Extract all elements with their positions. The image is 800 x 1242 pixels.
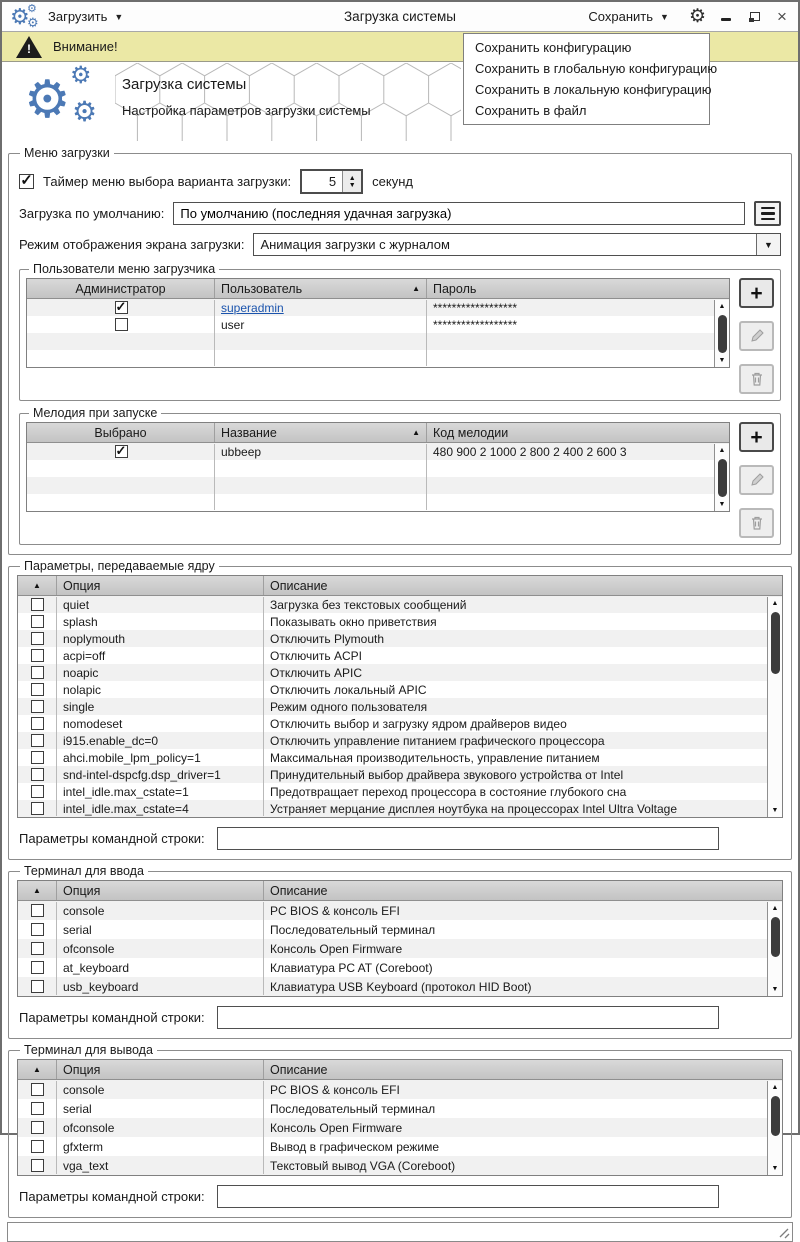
row-checkbox[interactable] xyxy=(31,615,44,628)
description-cell: Предотвращает переход процессора в состояние глубокого сна xyxy=(270,784,627,799)
option-cell: nolapic xyxy=(63,682,102,697)
table-row[interactable] xyxy=(27,316,729,333)
row-checkbox[interactable] xyxy=(31,717,44,730)
column-header[interactable]: Код мелодии xyxy=(433,425,509,440)
row-checkbox[interactable] xyxy=(31,785,44,798)
app-gears-logo-icon: ⚙ ⚙ ⚙ xyxy=(24,62,98,129)
resize-grip-icon[interactable] xyxy=(777,1226,790,1239)
row-checkbox[interactable] xyxy=(31,632,44,645)
boot-menu-section xyxy=(8,146,792,555)
table-header xyxy=(18,1060,782,1080)
table-row[interactable] xyxy=(18,647,782,664)
vertical-scrollbar[interactable] xyxy=(767,1081,782,1175)
checkbox-cell xyxy=(18,664,57,681)
row-checkbox[interactable] xyxy=(31,683,44,696)
option-cell: at_keyboard xyxy=(63,960,130,975)
sort-arrow-icon: ▲ xyxy=(33,886,41,895)
option-cell: serial xyxy=(63,1101,92,1116)
table-row[interactable] xyxy=(27,443,729,460)
input-terminal-section xyxy=(8,864,792,1039)
description-cell: Отключить Plymouth xyxy=(270,631,385,646)
app-gears-logo-icon: ⚙ ⚙ ⚙ xyxy=(10,2,39,30)
table-row[interactable] xyxy=(18,1080,782,1099)
checkbox-cell xyxy=(18,958,57,977)
scroll-down-button[interactable]: ▼ xyxy=(771,1165,779,1172)
row-checkbox[interactable] xyxy=(31,802,44,815)
scroll-down-button[interactable]: ▼ xyxy=(718,357,726,364)
table-header xyxy=(27,423,729,443)
option-cell: nomodeset xyxy=(63,716,123,731)
column-header[interactable]: Описание xyxy=(270,578,328,593)
edit-melody-button[interactable] xyxy=(739,465,774,495)
input-terminal-table xyxy=(17,880,783,997)
scrollbar-thumb[interactable] xyxy=(718,315,727,353)
row-checkbox[interactable] xyxy=(115,318,128,331)
table-row[interactable] xyxy=(18,783,782,800)
scroll-up-button[interactable]: ▲ xyxy=(771,905,779,912)
description-cell: Отключить управление питанием графического процессора xyxy=(270,733,605,748)
row-checkbox[interactable] xyxy=(31,666,44,679)
table-row[interactable] xyxy=(18,939,782,958)
checkbox-cell xyxy=(18,647,57,664)
kernel-cmdline-input[interactable] xyxy=(217,827,719,850)
delete-user-button[interactable] xyxy=(739,364,774,394)
checkbox-cell xyxy=(18,1118,57,1137)
checkbox-cell xyxy=(18,939,57,958)
checkbox-cell xyxy=(18,766,57,783)
kernel-params-legend: Параметры, передаваемые ядру xyxy=(24,559,215,573)
column-header[interactable]: Пользователь ▲ xyxy=(215,279,427,298)
table-header xyxy=(18,881,782,901)
maximize-button[interactable] xyxy=(746,9,762,25)
table-row[interactable] xyxy=(18,613,782,630)
column-header[interactable]: Опция xyxy=(57,1060,264,1079)
table-row[interactable] xyxy=(18,1118,782,1137)
table-row[interactable] xyxy=(18,766,782,783)
load-menu-label: Загрузить xyxy=(48,9,108,24)
table-row[interactable] xyxy=(18,958,782,977)
menu-item-save-local[interactable]: Сохранить в локальную конфигурацию xyxy=(475,82,712,97)
users-legend: Пользователи меню загрузчика xyxy=(33,262,216,276)
row-checkbox[interactable] xyxy=(31,751,44,764)
value-cell: ****************** xyxy=(433,300,518,315)
scroll-down-button[interactable]: ▼ xyxy=(718,501,726,508)
table-header xyxy=(18,576,782,596)
input-cmdline-label: Параметры командной строки: xyxy=(19,1010,205,1025)
checkbox-cell xyxy=(18,1099,57,1118)
checkbox-cell xyxy=(18,783,57,800)
scroll-up-button[interactable]: ▲ xyxy=(718,303,726,310)
row-checkbox[interactable] xyxy=(31,923,44,936)
scrollbar-thumb[interactable] xyxy=(771,612,780,674)
table-body xyxy=(27,299,729,367)
chevron-down-icon: ▼ xyxy=(764,239,773,250)
row-checkbox[interactable] xyxy=(31,1102,44,1115)
save-menu xyxy=(463,33,718,125)
scrollbar-thumb[interactable] xyxy=(771,1096,780,1136)
option-cell: console xyxy=(63,903,105,918)
description-cell: Максимальная производительность, управление питанием xyxy=(270,750,600,765)
table-row[interactable] xyxy=(18,977,782,996)
output-cmdline-label: Параметры командной строки: xyxy=(19,1189,205,1204)
table-row[interactable] xyxy=(18,1156,782,1175)
melody-section xyxy=(19,406,781,545)
column-header[interactable]: Пароль xyxy=(433,281,477,296)
option-cell: gfxterm xyxy=(63,1139,104,1154)
scrollbar-thumb[interactable] xyxy=(771,917,780,957)
description-cell: Принудительный выбор драйвера звукового устройства от Intel xyxy=(270,767,624,782)
timer-unit: секунд xyxy=(372,174,413,189)
row-checkbox[interactable] xyxy=(31,961,44,974)
description-cell: PC BIOS & консоль EFI xyxy=(270,1082,400,1097)
description-cell: Последовательный терминал xyxy=(270,922,436,937)
column-header[interactable]: Описание xyxy=(270,1062,328,1077)
scrollbar-thumb[interactable] xyxy=(718,459,727,497)
sort-column-header[interactable] xyxy=(18,881,57,900)
scroll-up-button[interactable]: ▲ xyxy=(718,447,726,454)
melody-legend: Мелодия при запуске xyxy=(33,406,158,420)
edit-user-button[interactable] xyxy=(739,321,774,351)
delete-melody-button[interactable] xyxy=(739,508,774,538)
checkbox-cell xyxy=(18,698,57,715)
sort-arrow-icon: ▲ xyxy=(412,284,420,293)
description-cell: Клавиатура PC AT (Coreboot) xyxy=(270,960,433,975)
toolbar xyxy=(2,2,798,32)
minimize-icon xyxy=(721,18,731,21)
option-cell: noapic xyxy=(63,665,99,680)
sort-arrow-icon: ▲ xyxy=(33,581,41,590)
name-cell xyxy=(215,299,427,316)
output-terminal-legend: Терминал для вывода xyxy=(24,1043,153,1057)
input-terminal-legend: Терминал для ввода xyxy=(24,864,144,878)
default-boot-label: Загрузка по умолчанию: xyxy=(19,206,165,221)
option-cell: acpi=off xyxy=(63,648,106,663)
checkbox-cell xyxy=(18,732,57,749)
table-row[interactable] xyxy=(18,901,782,920)
table-row[interactable] xyxy=(18,800,782,817)
row-checkbox[interactable] xyxy=(31,734,44,747)
entry-list-button[interactable] xyxy=(754,201,781,226)
description-cell: Клавиатура USB Keyboard (протокол HID Boot) xyxy=(270,979,532,994)
save-menu-button[interactable] xyxy=(580,6,677,27)
option-cell: snd-intel-dspcfg.dsp_driver=1 xyxy=(63,767,221,782)
table-body xyxy=(27,443,729,511)
table-body xyxy=(18,901,782,996)
kernel-params-table xyxy=(17,575,783,818)
load-menu-button[interactable] xyxy=(40,6,131,27)
description-cell: Последовательный терминал xyxy=(270,1101,436,1116)
timer-checkbox[interactable]: ✓ xyxy=(20,171,33,189)
plus-icon: + xyxy=(750,425,763,449)
output-terminal-section xyxy=(8,1043,792,1218)
row-checkbox[interactable] xyxy=(31,1083,44,1096)
table-row[interactable] xyxy=(18,1099,782,1118)
kernel-params-section xyxy=(8,559,792,860)
description-cell: Консоль Open Firmware xyxy=(270,1120,403,1135)
hamburger-icon xyxy=(761,207,775,221)
column-header[interactable]: Опция xyxy=(57,576,264,595)
menu-item-save-config[interactable]: Сохранить конфигурацию xyxy=(475,40,632,55)
column-header[interactable]: Выбрано xyxy=(27,423,215,442)
value-cell: 480 900 2 1000 2 800 2 400 2 600 3 xyxy=(433,444,627,459)
column-header[interactable]: Название ▲ xyxy=(215,423,427,442)
close-button[interactable]: × xyxy=(777,6,787,26)
checkbox-cell xyxy=(18,800,57,817)
combo-arrow-button[interactable] xyxy=(756,234,780,255)
checkbox-cell xyxy=(27,316,215,333)
column-header[interactable]: Опция xyxy=(57,881,264,900)
display-mode-select[interactable] xyxy=(253,233,781,256)
description-cell: PC BIOS & консоль EFI xyxy=(270,903,400,918)
row-checkbox[interactable] xyxy=(31,700,44,713)
description-cell: Отключить ACPI xyxy=(270,648,362,663)
description-cell: Вывод в графическом режиме xyxy=(270,1139,440,1154)
column-header[interactable]: Администратор xyxy=(27,279,215,298)
menu-item-save-file[interactable]: Сохранить в файл xyxy=(475,103,587,118)
sort-arrow-icon: ▲ xyxy=(412,428,420,437)
vertical-scrollbar[interactable] xyxy=(767,597,782,817)
name-cell: ubbeep xyxy=(221,444,262,459)
option-cell: vga_text xyxy=(63,1158,109,1173)
checkbox-cell xyxy=(18,1137,57,1156)
add-melody-button[interactable] xyxy=(739,422,774,452)
checkbox-cell xyxy=(18,681,57,698)
checkbox-cell xyxy=(18,749,57,766)
checkbox-cell xyxy=(18,596,57,613)
sort-column-header[interactable] xyxy=(18,576,57,595)
row-checkbox[interactable] xyxy=(31,598,44,611)
description-cell: Режим одного пользователя xyxy=(270,699,428,714)
row-checkbox[interactable] xyxy=(31,649,44,662)
description-cell: Показывать окно приветствия xyxy=(270,614,437,629)
user-link[interactable]: superadmin xyxy=(221,300,284,315)
add-user-button[interactable] xyxy=(739,278,774,308)
trash-icon xyxy=(749,371,765,387)
melody-table xyxy=(26,422,730,512)
table-row[interactable] xyxy=(18,920,782,939)
page-subtitle: Настройка параметров загрузки системы xyxy=(122,103,371,118)
option-cell: quiet xyxy=(63,597,90,612)
default-boot-input[interactable] xyxy=(173,202,745,225)
option-cell: intel_idle.max_cstate=4 xyxy=(63,801,189,816)
users-table xyxy=(26,278,730,368)
option-cell: i915.enable_dc=0 xyxy=(63,733,159,748)
description-cell: Отключить локальный APIC xyxy=(270,682,427,697)
checkbox-cell xyxy=(18,715,57,732)
settings-gear-icon[interactable]: ⚙ xyxy=(688,6,706,27)
table-header xyxy=(27,279,729,299)
description-cell: Отключить выбор и загрузку ядром драйверов видео xyxy=(270,716,567,731)
checkbox-cell xyxy=(18,630,57,647)
table-row[interactable] xyxy=(18,596,782,613)
description-cell: Консоль Open Firmware xyxy=(270,941,403,956)
status-bar xyxy=(7,1222,793,1242)
option-cell: noplymouth xyxy=(63,631,126,646)
kernel-cmdline-label: Параметры командной строки: xyxy=(19,831,205,846)
option-cell: serial xyxy=(63,922,92,937)
timer-spinner[interactable] xyxy=(300,169,363,194)
table-row[interactable] xyxy=(18,698,782,715)
chevron-down-icon: ▼ xyxy=(660,11,669,22)
option-cell: usb_keyboard xyxy=(63,979,139,994)
row-checkbox[interactable] xyxy=(31,1159,44,1172)
checkbox-cell xyxy=(18,920,57,939)
option-cell: splash xyxy=(63,614,98,629)
table-row[interactable] xyxy=(18,664,782,681)
value-cell: ****************** xyxy=(433,317,518,332)
scroll-down-button[interactable]: ▼ xyxy=(771,807,779,814)
row-checkbox[interactable] xyxy=(31,904,44,917)
description-cell: Загрузка без текстовых сообщений xyxy=(270,597,467,612)
display-mode-label: Режим отображения экрана загрузки: xyxy=(19,237,245,252)
column-header[interactable]: Описание xyxy=(270,883,328,898)
boot-menu-legend: Меню загрузки xyxy=(24,146,110,160)
display-mode-value: Анимация загрузки с журналом xyxy=(260,237,450,252)
option-cell: ofconsole xyxy=(63,941,115,956)
users-section xyxy=(19,262,781,401)
pencil-icon xyxy=(749,328,765,344)
menu-item-save-global[interactable]: Сохранить в глобальную конфигурацию xyxy=(475,61,718,76)
output-cmdline-input[interactable] xyxy=(217,1185,719,1208)
option-cell: ofconsole xyxy=(63,1120,115,1135)
vertical-scrollbar[interactable] xyxy=(767,902,782,996)
timer-value: 5 xyxy=(328,174,337,189)
option-cell: intel_idle.max_cstate=1 xyxy=(63,784,189,799)
input-cmdline-input[interactable] xyxy=(217,1006,719,1029)
plus-icon: + xyxy=(750,281,763,305)
sort-column-header[interactable] xyxy=(18,1060,57,1079)
table-row[interactable] xyxy=(18,630,782,647)
checkbox-cell xyxy=(27,443,215,460)
spinner-arrows-icon[interactable]: ▲ ▼ xyxy=(342,171,361,192)
checkbox-cell xyxy=(18,1080,57,1099)
checkbox-cell xyxy=(18,901,57,920)
checkbox-cell xyxy=(18,977,57,996)
scroll-down-button[interactable]: ▼ xyxy=(771,986,779,993)
table-row[interactable] xyxy=(18,1137,782,1156)
warning-text: Внимание! xyxy=(53,39,118,54)
minimize-button[interactable] xyxy=(718,9,734,25)
name-cell: user xyxy=(221,317,245,332)
checkbox-cell xyxy=(18,613,57,630)
description-cell: Текстовый вывод VGA (Coreboot) xyxy=(270,1158,456,1173)
row-checkbox[interactable]: ✓ xyxy=(115,299,127,314)
description-cell: Отключить APIC xyxy=(270,665,362,680)
page-title: Загрузка системы xyxy=(122,76,247,93)
option-cell: console xyxy=(63,1082,105,1097)
vertical-scrollbar[interactable] xyxy=(714,444,729,511)
row-checkbox[interactable] xyxy=(31,980,44,993)
scroll-up-button[interactable]: ▲ xyxy=(771,1084,779,1091)
maximize-icon xyxy=(749,12,760,22)
sort-arrow-icon: ▲ xyxy=(33,1065,41,1074)
table-row[interactable] xyxy=(27,299,729,316)
description-cell: Устраняет мерцание дисплея ноутбука на процессорах Intel Ultra Voltage xyxy=(270,801,677,816)
vertical-scrollbar[interactable] xyxy=(714,300,729,367)
row-checkbox[interactable] xyxy=(31,942,44,955)
row-checkbox[interactable]: ✓ xyxy=(115,443,127,458)
checkbox-cell xyxy=(18,1156,57,1175)
row-checkbox[interactable] xyxy=(31,1140,44,1153)
warning-icon: ! xyxy=(16,36,42,58)
option-cell: ahci.mobile_lpm_policy=1 xyxy=(63,750,201,765)
trash-icon xyxy=(749,515,765,531)
table-row[interactable] xyxy=(18,749,782,766)
table-body xyxy=(18,1080,782,1175)
pencil-icon xyxy=(749,472,765,488)
output-terminal-table xyxy=(17,1059,783,1176)
window-title: Загрузка системы xyxy=(344,9,456,24)
row-checkbox[interactable] xyxy=(31,768,44,781)
option-cell: single xyxy=(63,699,95,714)
row-checkbox[interactable] xyxy=(31,1121,44,1134)
table-row[interactable] xyxy=(18,732,782,749)
table-row[interactable] xyxy=(18,715,782,732)
table-row[interactable] xyxy=(18,681,782,698)
save-menu-label: Сохранить xyxy=(588,9,654,24)
chevron-down-icon: ▼ xyxy=(114,11,124,22)
timer-label: Таймер меню выбора варианта загрузки: xyxy=(43,174,292,189)
table-body xyxy=(18,596,782,817)
checkbox-cell xyxy=(27,299,215,316)
scroll-up-button[interactable]: ▲ xyxy=(771,600,779,607)
